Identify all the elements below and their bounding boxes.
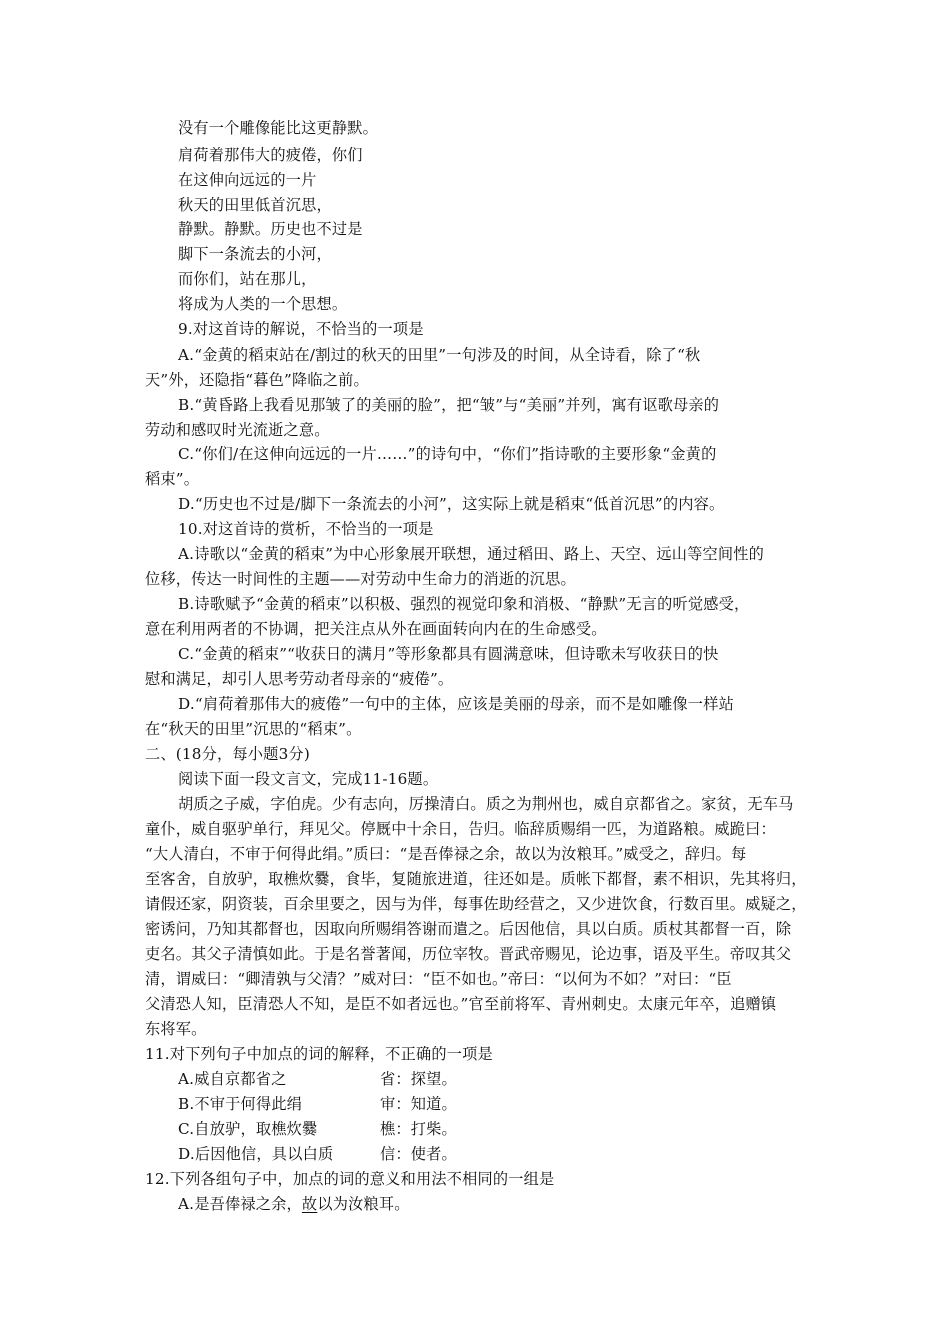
passage-line: 请假还家，阴资装，百余里要之，因与为伴，每事佐助经营之，又少进饮食，行数百里。威疑之，: [145, 895, 807, 913]
q10-option-d-cont: 在“秋天的田里”沉思的“稻束”。: [145, 720, 362, 738]
section-instruction: 阅读下面一段文言文，完成11-16题。: [178, 770, 439, 788]
passage-line: 至客舍，自放驴，取樵炊爨，食毕，复随旅进道，往还如是。质帐下都督，素不相识，先其将归，: [145, 870, 807, 888]
q9-option-b: B.“黄昏路上我看见那皱了的美丽的脸”，把“皱”与“美丽”并列，寓有讴歌母亲的: [178, 396, 720, 414]
option-sentence: D.后因他信，具以白质: [178, 1145, 334, 1163]
question-12-stem: 12.下列各组句子中，加点的词的意义和用法不相同的一组是: [145, 1170, 555, 1188]
passage-line: 清，谓威曰：“卿清孰与父清？”威对曰：“臣不如也。”帝曰：“以何为不如？”对曰：“臣: [145, 970, 732, 988]
q12-a-marked-word: 故: [301, 1195, 318, 1213]
passage-line: 东将军。: [145, 1020, 207, 1038]
question-9-stem: 9.对这首诗的解说，不恰当的一项是: [178, 320, 424, 338]
q10-option-a-cont: 位移，传达一时间性的主题——对劳动中生命力的消逝的沉思。: [145, 570, 576, 588]
passage-line: 童仆，威自驱驴单行，拜见父。停厩中十余日，告归。临辞质赐绢一匹，为道路粮。威跪曰：: [145, 820, 776, 838]
option-sentence: A.威自京都省之: [178, 1070, 287, 1088]
passage-line: “大人清白，不审于何得此绢。”质曰：“是吾俸禄之余，故以为汝粮耳。”威受之，辞归。每: [145, 845, 747, 863]
option-sentence: B.不审于何得此绢: [178, 1095, 303, 1113]
poem-line: 脚下一条流去的小河，: [178, 245, 332, 263]
q10-option-c: C.“金黄的稻束”“收获日的满月”等形象都具有圆满意味，但诗歌未写收获日的快: [178, 645, 719, 663]
option-gloss: 省：探望。: [380, 1070, 457, 1088]
q11-option-a: [178, 1069, 778, 1089]
passage-line: 吏名。其父子清慎如此。于是名誉著闻，历位宰牧。晋武帝赐见，论边事，语及平生。帝叹其父: [145, 945, 792, 963]
q9-option-b-cont: 劳动和感叹时光流逝之意。: [145, 421, 330, 439]
poem-line: 秋天的田里低首沉思，: [178, 196, 332, 214]
question-11-stem: 11.对下列句子中加点的词的解释，不正确的一项是: [145, 1045, 493, 1063]
q11-option-b: [178, 1094, 778, 1114]
q12-option-a: [178, 1194, 778, 1214]
q10-option-c-cont: 慰和满足，却引人思考劳动者母亲的“疲倦”。: [145, 670, 454, 688]
q9-option-a: A.“金黄的稻束站在/割过的秋天的田里”一句涉及的时间，从全诗看，除了“秋: [178, 346, 701, 364]
q11-option-c: [178, 1119, 778, 1139]
option-sentence: C.自放驴，取樵炊爨: [178, 1120, 318, 1138]
q11-option-d: [178, 1144, 778, 1164]
q9-option-c: C.“你们/在这伸向远远的一片……”的诗句中，“你们”指诗歌的主要形象“金黄的: [178, 445, 717, 463]
q10-option-b: B.诗歌赋予“金黄的稻束”以积极、强烈的视觉印象和消极、“静默”无言的听觉感受，: [178, 595, 750, 613]
option-gloss: 樵：打柴。: [380, 1120, 457, 1138]
q10-option-d: D.“肩荷着那伟大的疲倦”一句中的主体，应该是美丽的母亲，而不是如雕像一样站: [178, 695, 734, 713]
section-heading: 二、(18分，每小题3分): [145, 745, 310, 763]
question-10-stem: 10.对这首诗的赏析，不恰当的一项是: [178, 520, 434, 538]
option-gloss: 信：使者。: [380, 1145, 457, 1163]
poem-line: 肩荷着那伟大的疲倦，你们: [178, 146, 363, 164]
q9-option-d: D.“历史也不过是/脚下一条流去的小河”，这实际上就是稻束“低首沉思”的内容。: [178, 495, 725, 513]
passage-line: 胡质之子威，字伯虎。少有志向，厉操清白。质之为荆州也，威自京都省之。家贫，无车马: [178, 795, 794, 813]
poem-line: 没有一个雕像能比这更静默。: [178, 119, 379, 137]
poem-line: 将成为人类的一个思想。: [178, 295, 348, 313]
q10-option-a: A.诗歌以“金黄的稻束”为中心形象展开联想，通过稻田、路上、天空、远山等空间性的: [178, 545, 765, 563]
passage-line: 父清恐人知，臣清恐人不知，是臣不如者远也。”官至前将军、青州刺史。太康元年卒，追赠镇: [145, 995, 777, 1013]
q9-option-c-cont: 稻束”。: [145, 470, 200, 488]
q10-option-b-cont: 意在利用两者的不协调，把关注点从外在画面转向内在的生命感受。: [145, 620, 607, 638]
option-gloss: 审：知道。: [380, 1095, 457, 1113]
q9-option-a-cont: 天”外，还隐指“暮色”降临之前。: [145, 371, 369, 389]
q12-a-prefix: A.是吾俸禄之余，: [178, 1195, 302, 1213]
q12-a-suffix: 以为汝粮耳。: [317, 1195, 410, 1213]
poem-line: 而你们，站在那儿，: [178, 270, 317, 288]
passage-line: 密诱问，乃知其都督也，因取向所赐绢答谢而遣之。后因他信，具以白质。质杖其都督一百，除: [145, 920, 792, 938]
poem-line: 在这伸向远远的一片: [178, 171, 317, 189]
poem-line: 静默。静默。历史也不过是: [178, 220, 363, 238]
